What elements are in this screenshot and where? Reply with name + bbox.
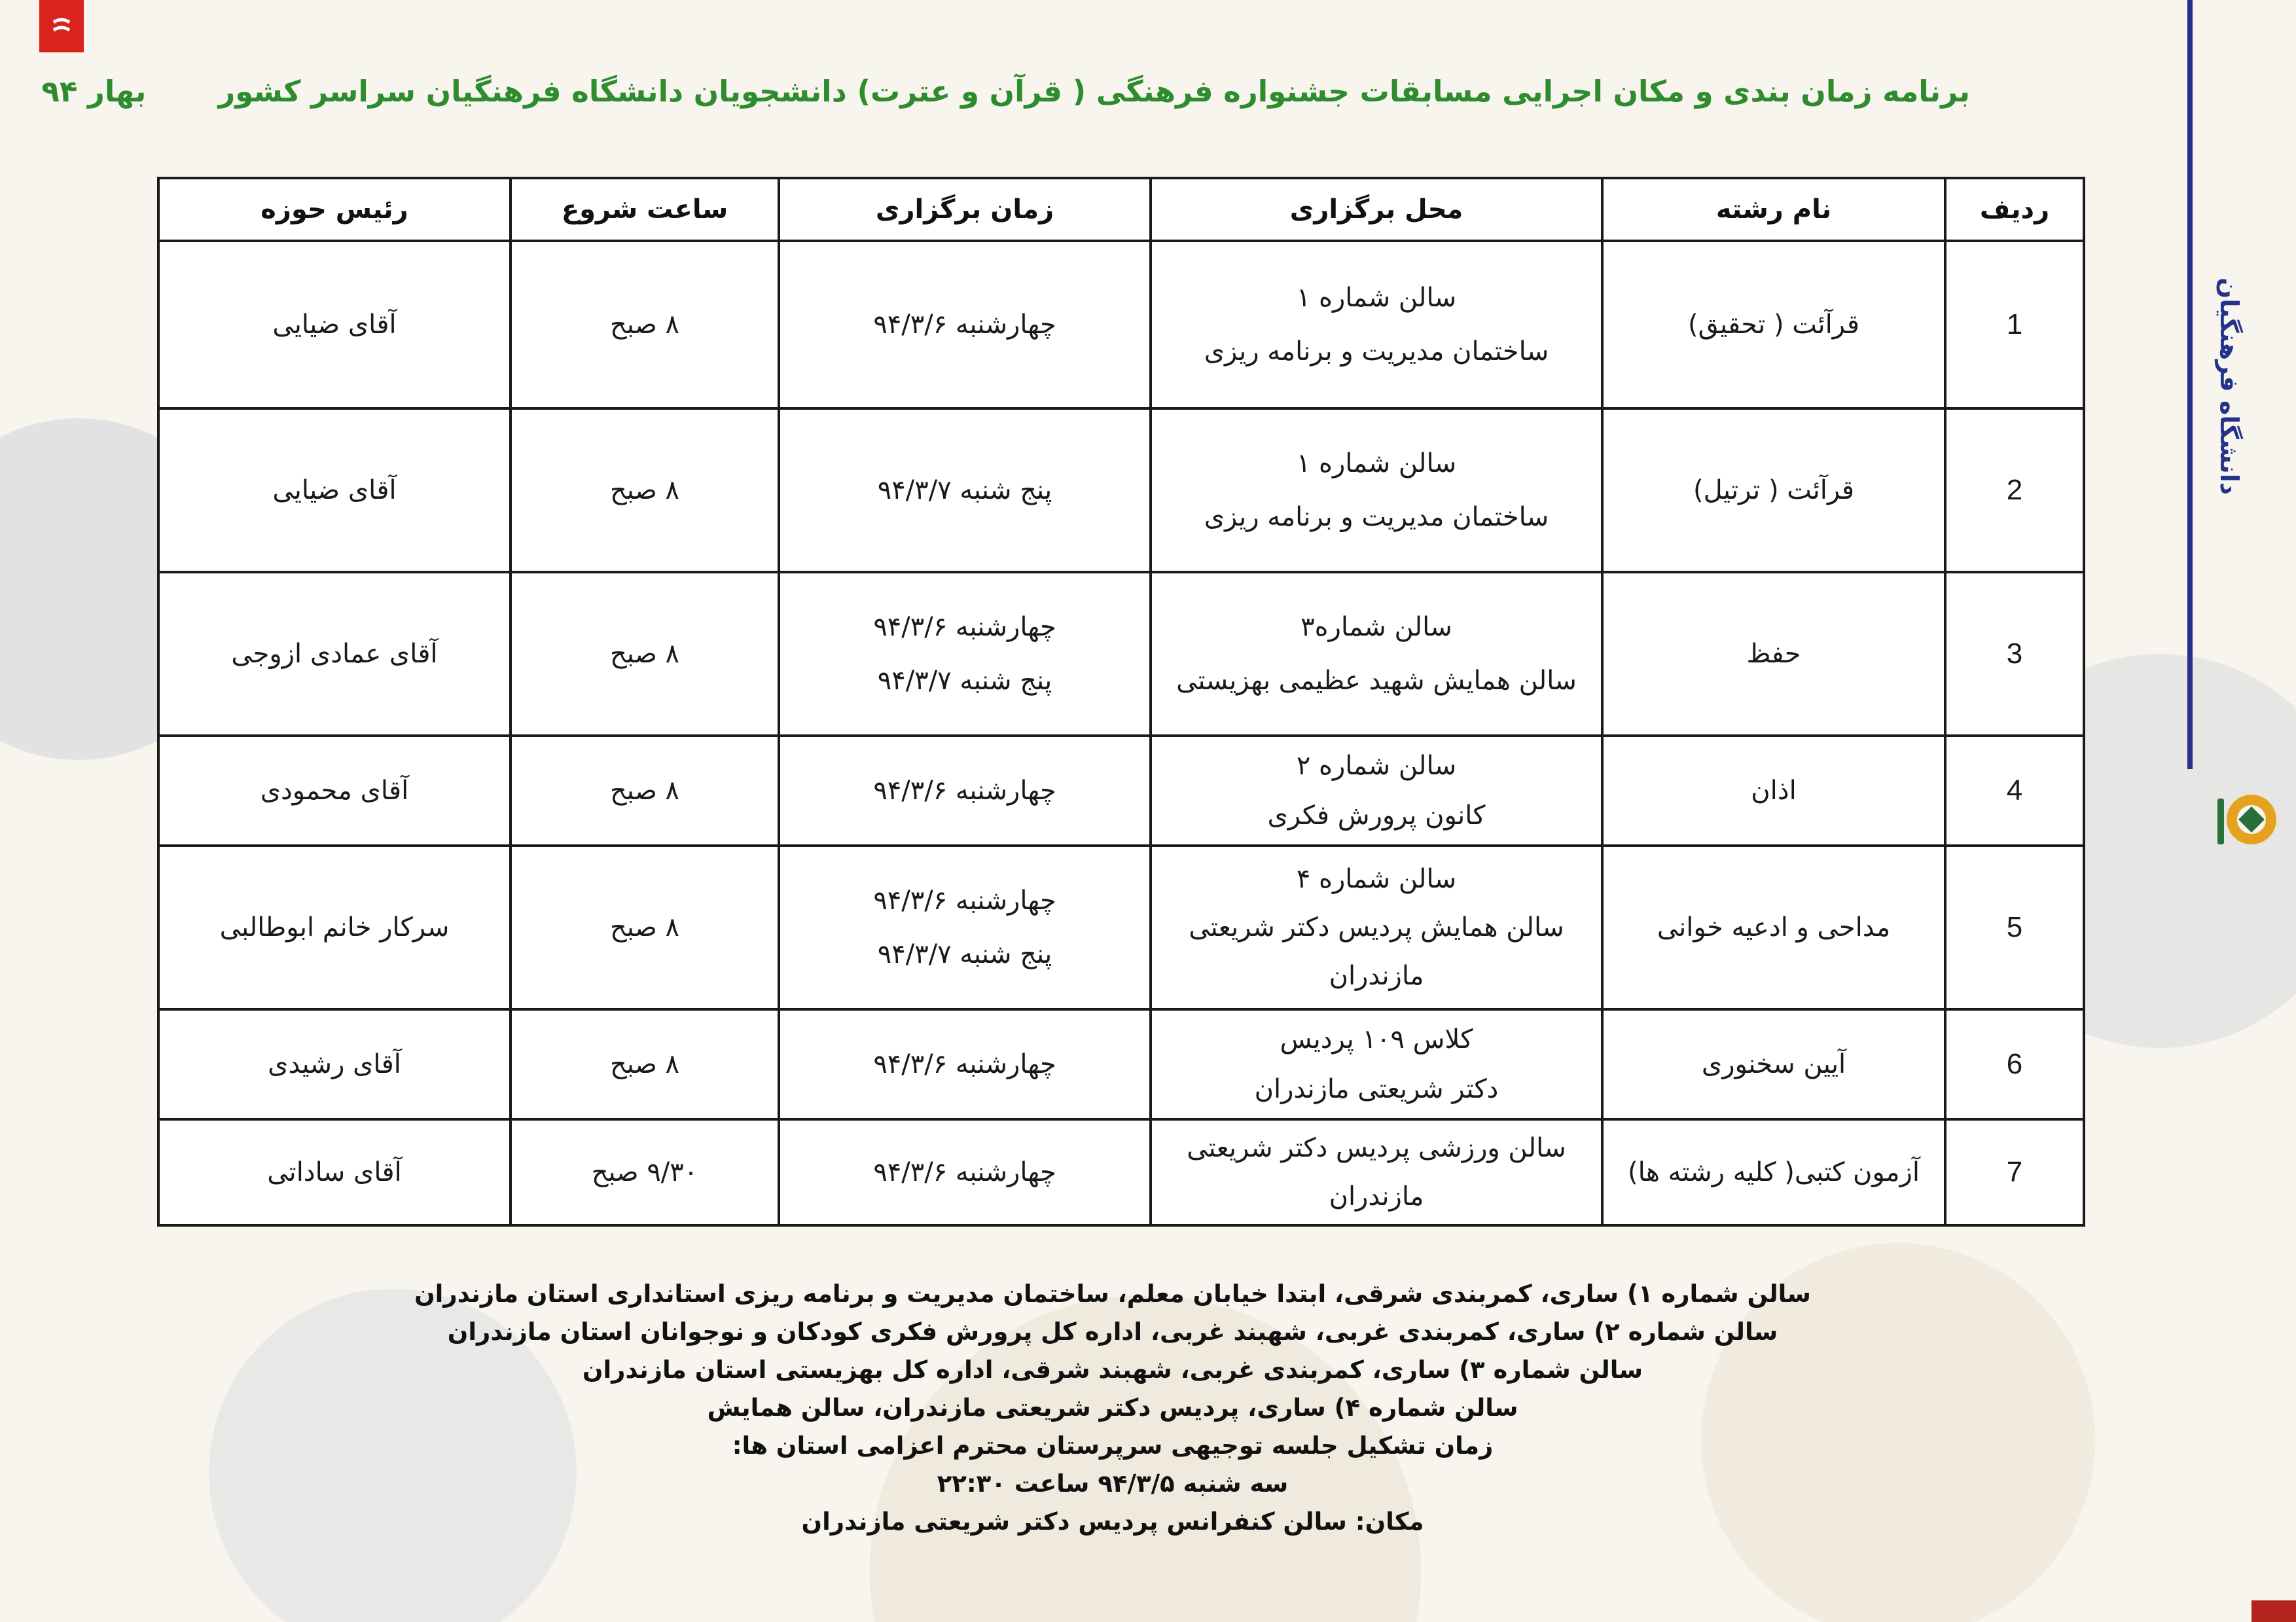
date-line: پنج شنبه ۹۴/۳/۷ xyxy=(877,666,1052,696)
date xyxy=(779,1009,1151,1119)
field-name: آزمون کتبی( کلیه رشته ها) xyxy=(1602,1119,1945,1225)
header-date: زمان برگزاری xyxy=(779,178,1151,241)
field-name: مداحی و ادعیه خوانی xyxy=(1602,846,1945,1009)
row-number: 4 xyxy=(1945,736,2084,846)
table-row xyxy=(158,736,2084,846)
venue-line: ساختمان مدیریت و برنامه ریزی xyxy=(1204,502,1549,532)
table-row xyxy=(158,241,2084,408)
footer-watermark-icon xyxy=(2251,1600,2296,1622)
page-title xyxy=(41,65,1970,118)
table-row xyxy=(158,408,2084,572)
date-line: چهارشنبه ۹۴/۳/۶ xyxy=(873,612,1056,642)
row-number: 2 xyxy=(1945,408,2084,572)
venue-line: دکتر شریعتی مازندران xyxy=(1254,1074,1499,1104)
note-line: مکان: سالن کنفرانس پردیس دکتر شریعتی مازندران xyxy=(801,1507,1424,1536)
venue-line: سالن شماره۳ xyxy=(1300,612,1452,642)
corner-logo-icon xyxy=(39,0,84,52)
row-number: 3 xyxy=(1945,572,2084,736)
supervisor: آقای ساداتی xyxy=(158,1119,511,1225)
venue xyxy=(1151,1009,1602,1119)
table-row xyxy=(158,846,2084,1009)
field-name: آیین سخنوری xyxy=(1602,1009,1945,1119)
note-line: سالن شماره ۱) ساری، کمربندی شرقی، ابتدا خیابان معلم، ساختمان مدیریت و برنامه ریزی استانداری استان مازندران xyxy=(414,1280,1811,1308)
note-line: سالن شماره ۴) ساری، پردیس دکتر شریعتی مازندران، سالن همایش xyxy=(707,1394,1518,1422)
table-row xyxy=(158,1009,2084,1119)
header-row-number: ردیف xyxy=(1945,178,2084,241)
supervisor: آقای محمودی xyxy=(158,736,511,846)
start-time: ۹/۳۰ صبح xyxy=(511,1119,779,1225)
university-emblem-icon xyxy=(2212,779,2284,864)
header-supervisor: رئیس حوزه xyxy=(158,178,511,241)
table-row xyxy=(158,572,2084,736)
table-row xyxy=(158,1119,2084,1225)
note-line: سه شنبه ۹۴/۳/۵ ساعت ۲۲:۳۰ xyxy=(937,1469,1289,1498)
schedule-table xyxy=(157,177,2085,1227)
venue-line: سالن ورزشی پردیس دکتر شریعتی xyxy=(1187,1133,1566,1163)
date-line: چهارشنبه ۹۴/۳/۶ xyxy=(873,886,1056,916)
supervisor: آقای رشیدی xyxy=(158,1009,511,1119)
date-line: چهارشنبه ۹۴/۳/۶ xyxy=(873,1157,1056,1187)
venue-line: مازندران xyxy=(1329,1181,1424,1212)
note-line: سالن شماره ۲) ساری، کمربندی غربی، شهبند غربی، اداره کل پرورش فکری کودکان و نوجوانان استان مازندران xyxy=(447,1318,1778,1346)
venue xyxy=(1151,846,1602,1009)
start-time: ۸ صبح xyxy=(511,736,779,846)
date-line: چهارشنبه ۹۴/۳/۶ xyxy=(873,776,1056,806)
field-name: حفظ xyxy=(1602,572,1945,736)
venue xyxy=(1151,1119,1602,1225)
field-name: قرآئت ( تحقیق) xyxy=(1602,241,1945,408)
start-time: ۸ صبح xyxy=(511,241,779,408)
field-name: قرآئت ( ترتیل) xyxy=(1602,408,1945,572)
row-number: 7 xyxy=(1945,1119,2084,1225)
date xyxy=(779,408,1151,572)
row-number: 5 xyxy=(1945,846,2084,1009)
start-time: ۸ صبح xyxy=(511,1009,779,1119)
start-time: ۸ صبح xyxy=(511,846,779,1009)
date-line: چهارشنبه ۹۴/۳/۶ xyxy=(873,1049,1056,1079)
schedule-table-wrapper xyxy=(157,177,2083,1227)
supervisor: آقای عمادی ازوجی xyxy=(158,572,511,736)
season-label: بهار ۹۴ xyxy=(41,74,147,109)
start-time: ۸ صبح xyxy=(511,572,779,736)
venue xyxy=(1151,408,1602,572)
date-line: پنج شنبه ۹۴/۳/۷ xyxy=(877,475,1052,505)
side-title-text: دانشگاه فرهنگیان xyxy=(2215,277,2244,496)
supervisor: آقای ضیایی xyxy=(158,408,511,572)
venue xyxy=(1151,241,1602,408)
venue xyxy=(1151,736,1602,846)
venue-line: کلاس ۱۰۹ پردیس xyxy=(1280,1024,1473,1054)
venue-line: مازندران xyxy=(1329,961,1424,991)
venue-notes xyxy=(327,1275,1898,1541)
date-line: چهارشنبه ۹۴/۳/۶ xyxy=(873,310,1056,340)
start-time: ۸ صبح xyxy=(511,408,779,572)
header-start-time: ساعت شروع xyxy=(511,178,779,241)
right-border-rule xyxy=(2187,0,2193,769)
date xyxy=(779,736,1151,846)
venue-line: ساختمان مدیریت و برنامه ریزی xyxy=(1204,336,1549,367)
logo-mark-icon xyxy=(48,13,75,39)
page-title-text: برنامه زمان بندی و مکان اجرایی مسابقات جشنواره فرهنگی ( قرآن و عترت) دانشجویان دانشگاه فرهنگیان سراسر کشور xyxy=(218,74,1970,109)
header-venue: محل برگزاری xyxy=(1151,178,1602,241)
table-header-row xyxy=(158,178,2084,241)
row-number: 1 xyxy=(1945,241,2084,408)
venue-line: کانون پرورش فکری xyxy=(1267,801,1486,831)
date xyxy=(779,241,1151,408)
date xyxy=(779,572,1151,736)
venue-line: سالن همایش پردیس دکتر شریعتی xyxy=(1189,912,1564,943)
note-line: سالن شماره ۳) ساری، کمربندی غربی، شهبند شرقی، اداره کل بهزیستی استان مازندران xyxy=(582,1356,1643,1384)
venue-line: سالن شماره ۴ xyxy=(1296,864,1457,894)
supervisor: سرکار خانم ابوطالبی xyxy=(158,846,511,1009)
date xyxy=(779,846,1151,1009)
date-line: پنج شنبه ۹۴/۳/۷ xyxy=(877,939,1052,969)
field-name: اذان xyxy=(1602,736,1945,846)
note-line: زمان تشکیل جلسه توجیهی سرپرستان محترم اعزامی استان ها: xyxy=(732,1432,1494,1460)
row-number: 6 xyxy=(1945,1009,2084,1119)
header-field-name: نام رشته xyxy=(1602,178,1945,241)
venue-line: سالن همایش شهید عظیمی بهزیستی xyxy=(1176,666,1577,696)
venue-line: سالن شماره ۱ xyxy=(1296,448,1457,478)
venue xyxy=(1151,572,1602,736)
venue-line: سالن شماره ۱ xyxy=(1296,283,1457,313)
supervisor: آقای ضیایی xyxy=(158,241,511,408)
date xyxy=(779,1119,1151,1225)
side-title xyxy=(2211,259,2248,514)
venue-line: سالن شماره ۲ xyxy=(1296,751,1457,781)
